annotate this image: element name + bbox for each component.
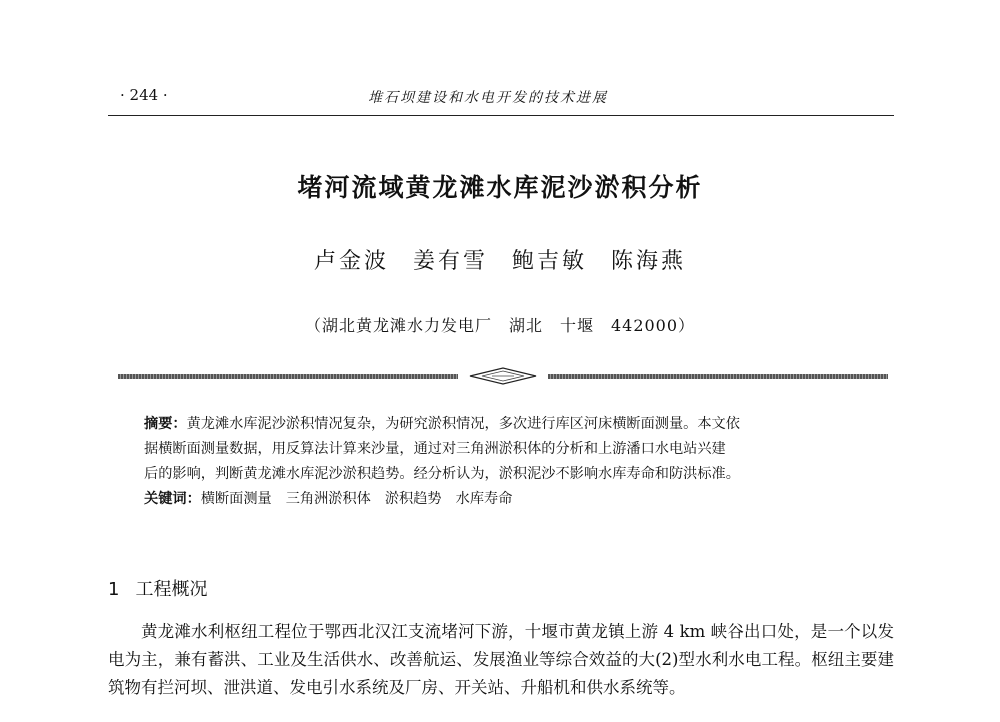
author: 鲍吉敏 xyxy=(512,249,588,274)
running-header xyxy=(108,84,894,108)
keywords-line xyxy=(144,487,874,512)
diamond-ornament-icon xyxy=(468,366,538,386)
author: 姜有雪 xyxy=(412,249,488,274)
section-body xyxy=(108,618,894,702)
section-number: 1 xyxy=(108,579,120,600)
abstract-line: 据横断面测量数据，用反算法计算来沙量，通过对三角洲淤积体的分析和上游潘口水电站兴建 xyxy=(144,441,726,457)
keyword: 横断面测量 xyxy=(200,491,272,507)
author-list xyxy=(0,244,1000,275)
divider-bar-left xyxy=(118,374,458,379)
paper-title: 堵河流域黄龙滩水库泥沙淤积分析 xyxy=(297,173,703,202)
ornamental-divider xyxy=(118,366,888,386)
abstract-label: 摘要： xyxy=(144,416,187,432)
page-number: · 244 · xyxy=(120,86,168,104)
keyword: 水库寿命 xyxy=(455,491,513,507)
abstract-line: 摘要：黄龙滩水库泥沙淤积情况复杂，为研究淤积情况，多次进行库区河床横断面测量。本文依 xyxy=(144,416,740,432)
section-title: 工程概况 xyxy=(135,579,208,600)
affiliation: （湖北黄龙滩水力发电厂 湖北 十堰 442000） xyxy=(304,316,696,335)
author: 卢金波 xyxy=(313,249,389,274)
body-paragraph: 黄龙滩水利枢纽工程位于鄂西北汉江支流堵河下游，十堰市黄龙镇上游 4 km 峡谷出口处，是一个以发电为主，兼有蓄洪、工业及生活供水、改善航运、发展渔业等综合效益的大(2)型水利水电工程。枢纽主要建筑物有拦河坝、泄洪道、发电引水系统及厂房、开关站、升船机和供水系统等。 xyxy=(108,622,895,697)
header-rule xyxy=(108,115,894,116)
divider-bar-right xyxy=(548,374,888,379)
section-heading xyxy=(108,575,207,601)
keyword: 淤积趋势 xyxy=(384,491,442,507)
abstract-line: 后的影响，判断黄龙滩水库泥沙淤积趋势。经分析认为，淤积泥沙不影响水库寿命和防洪标准。 xyxy=(144,466,740,482)
keywords-label: 关键词： xyxy=(144,491,201,507)
keyword: 三角洲淤积体 xyxy=(285,491,371,507)
author: 陈海燕 xyxy=(611,249,687,274)
journal-title: 堆石坝建设和水电开发的技术进展 xyxy=(368,90,608,106)
abstract-block xyxy=(144,412,874,512)
